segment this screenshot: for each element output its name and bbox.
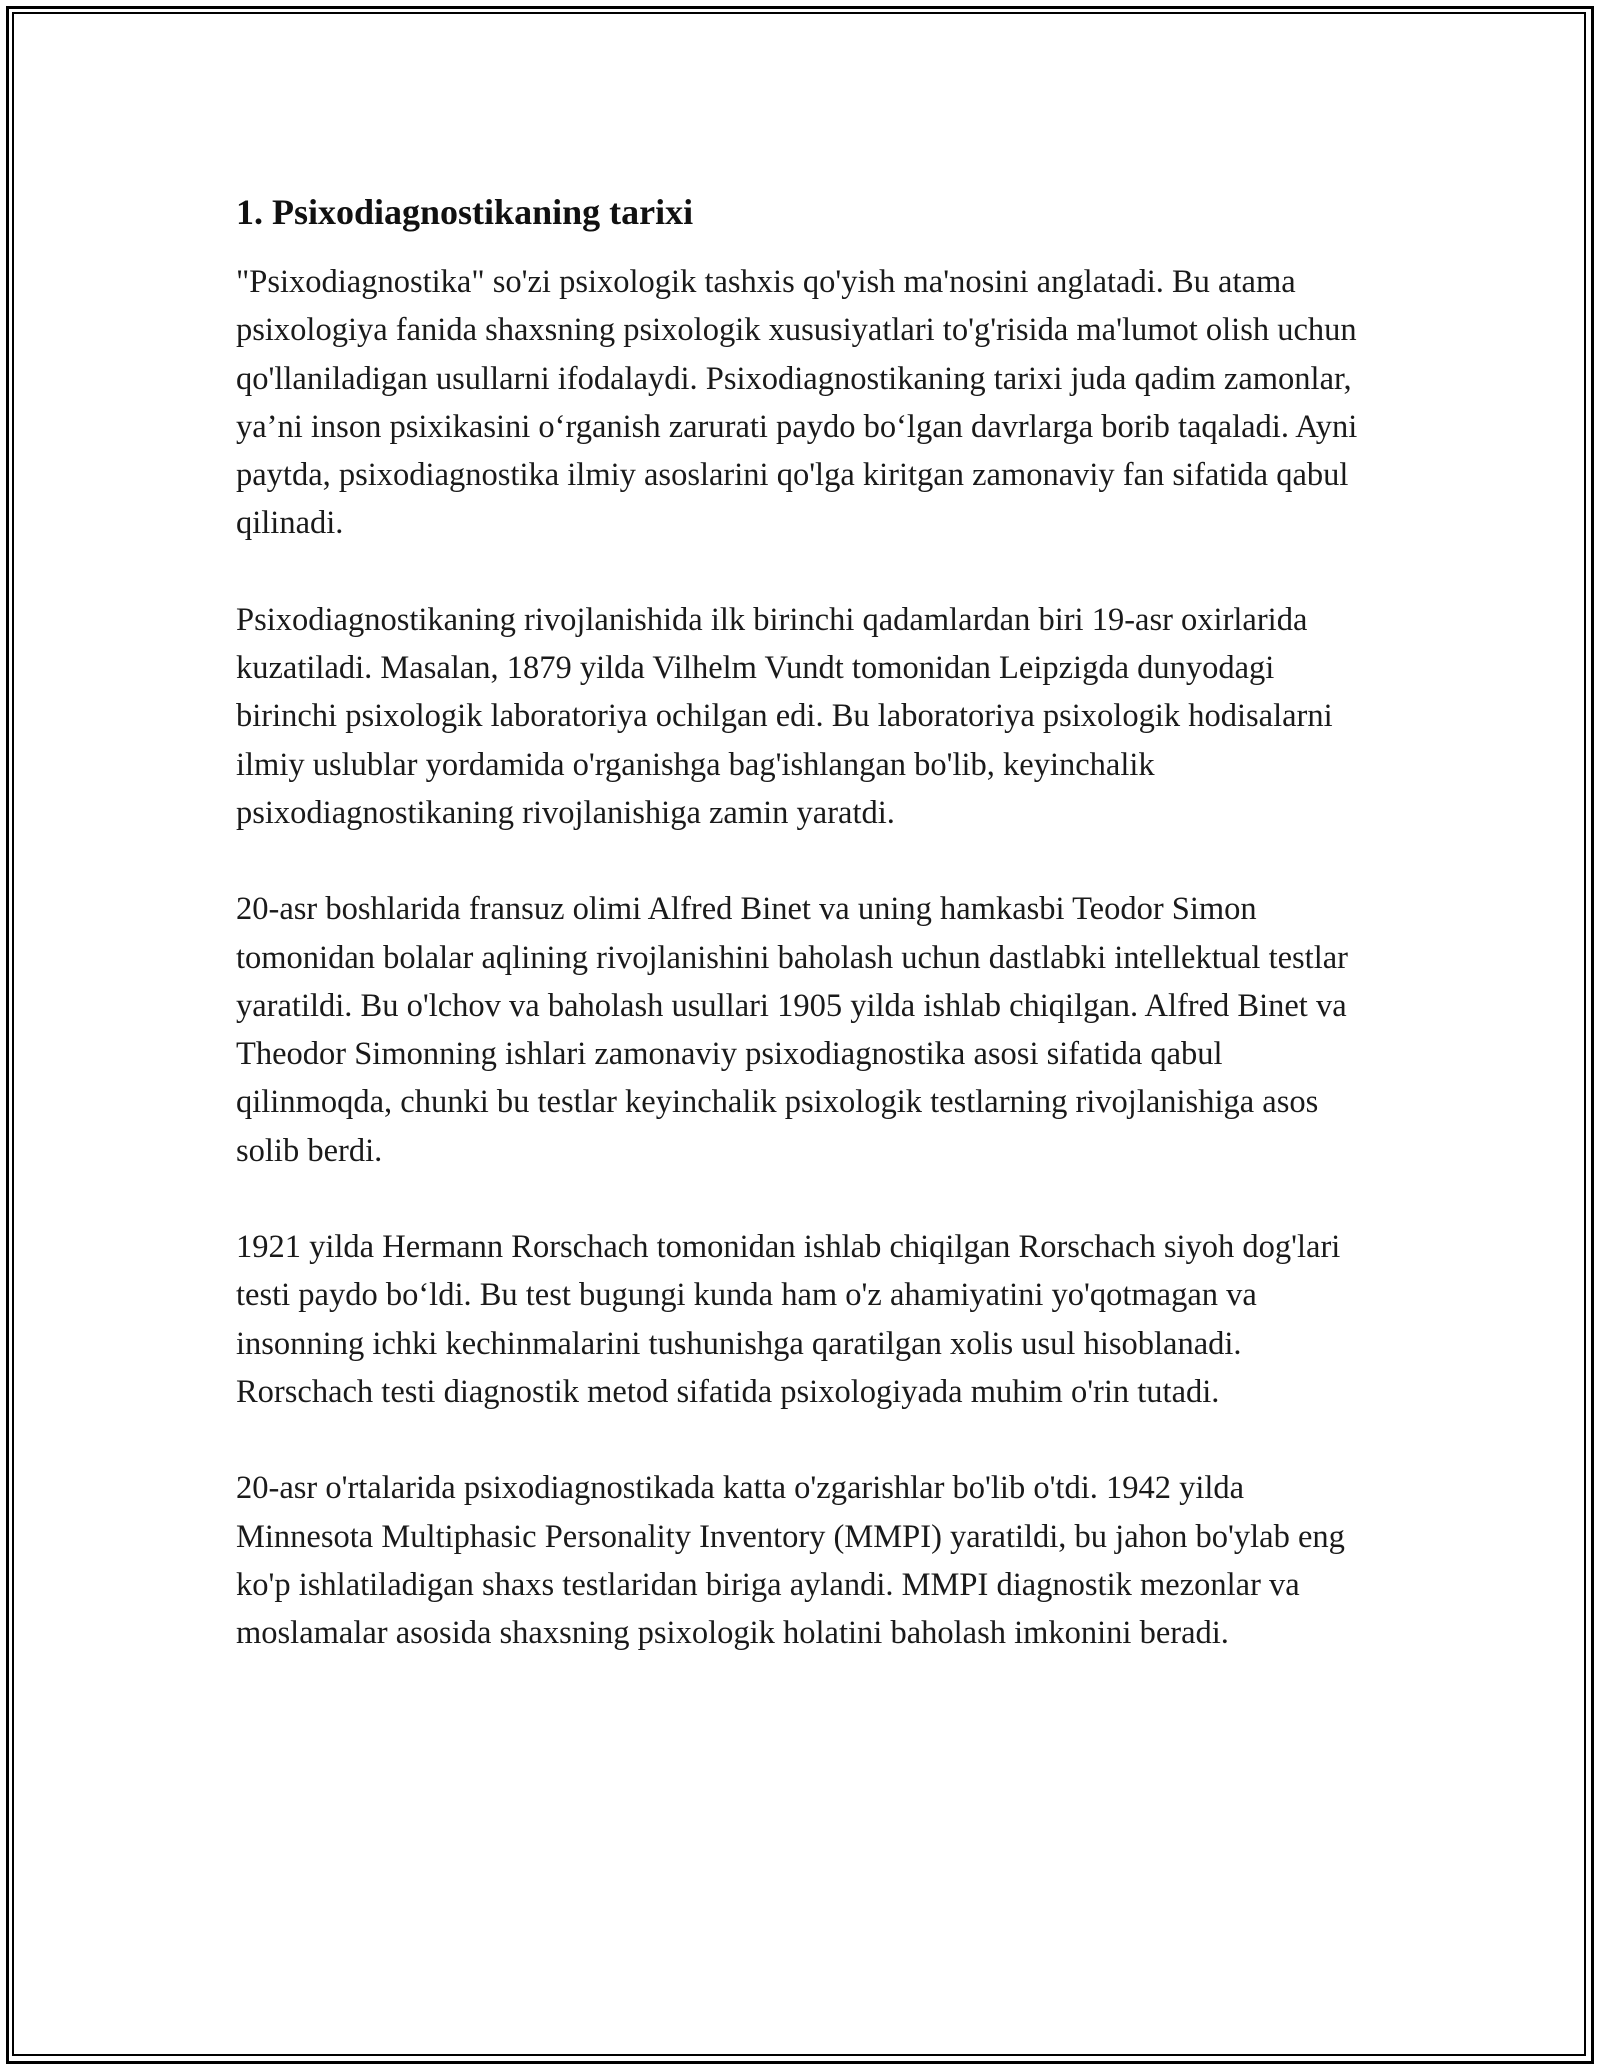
section-heading: 1. Psixodiagnostikaning tarixi [236,192,694,232]
paragraph-mmpi: 20-asr o'rtalarida psixodiagnostikada katta o'zgarishlar bo'lib o'tdi. 1942 yilda Minnesota Multiphasic Personality Inventory (MMPI) yaratildi, bu jahon bo'ylab eng ko'p ishlatiladigan shaxs testlaridan biriga aylandi. MMPI diagnostik mezonlar va moslamalar asosida shaxsning psixologik holatini baholash imkonini beradi. [236,1470,1345,1652]
document-body [236,188,1376,1657]
paragraph-intro: "Psixodiagnostika" so'zi psixologik tashxis qo'yish ma'nosini anglatadi. Bu atama psixologiya fanida shaxsning psixologik xususiyatlari to'g'risida ma'lumot olish uchun qo'llaniladigan usullarni ifodalaydi. Psixodiagnostikaning tarixi juda qadim zamonlar, ya’ni inson psixikasini o‘rganish zarurati paydo bo‘lgan davrlarga borib taqaladi. Ayni paytda, psixodiagnostika ilmiy asoslarini qo'lga kiritgan zamonaviy fan sifatida qabul qilinadi. [236,264,1358,542]
paragraph-binet: 20-asr boshlarida fransuz olimi Alfred Binet va uning hamkasbi Teodor Simon tomonidan bolalar aqlining rivojlanishini baholash uchun dastlabki intellektual testlar yaratildi. Bu o'lchov va baholash usullari 1905 yilda ishlab chiqilgan. Alfred Binet va Theodor Simonning ishlari zamonaviy psixodiagnostika asosi sifatida qabul qilinmoqda, chunki bu testlar keyinchalik psixologik testlarning rivojlanishiga asos solib berdi. [236,891,1348,1169]
paragraph-wundt: Psixodiagnostikaning rivojlanishida ilk birinchi qadamlardan biri 19-asr oxirlarida kuzatiladi. Masalan, 1879 yilda Vilhelm Vundt tomonidan Leipzigda dunyodagi birinchi psixologik laboratoriya ochilgan edi. Bu laboratoriya psixologik hodisalarni ilmiy uslublar yordamida o'rganishga bag'ishlangan bo'lib, keyinchalik psixodiagnostikaning rivojlanishiga zamin yaratdi. [236,601,1333,831]
paragraph-rorschach: 1921 yilda Hermann Rorschach tomonidan ishlab chiqilgan Rorschach siyoh dog'lari testi paydo bo‘ldi. Bu test bugungi kunda ham o'z ahamiyatini yo'qotmagan va insonning ichki kechinmalarini tushunishga qaratilgan xolis usul hisoblanadi. Rorschach testi diagnostik metod sifatida psixologiyada muhim o'rin tutadi. [236,1229,1341,1410]
